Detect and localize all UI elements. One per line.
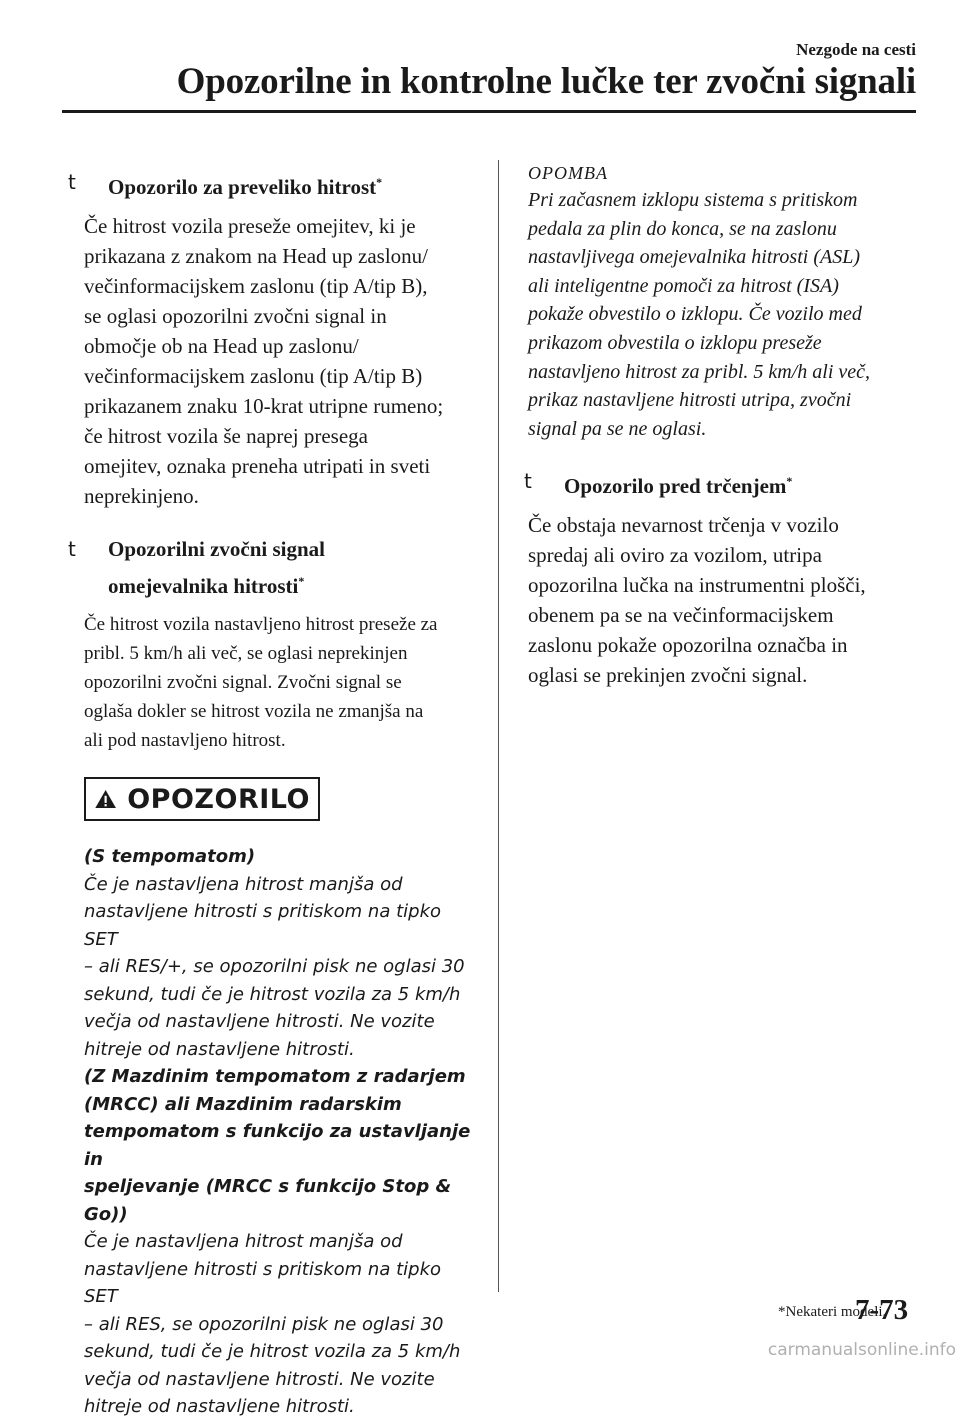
page-title: Opozorilne in kontrolne lučke ter zvočni signali xyxy=(176,61,916,102)
warning-box xyxy=(84,777,320,821)
left-column xyxy=(64,166,480,1421)
note-title: OPOMBA xyxy=(528,163,608,183)
footnote-asterisk: * xyxy=(376,175,383,189)
column-divider xyxy=(498,160,499,1292)
warning-triangle-icon xyxy=(94,783,117,815)
note-text: Pri začasnem izklopu sistema s pritiskom pedala za plin do konca, se na zaslonu nastavljivega omejevalnika hitrosti (ASL) ali inteligentne pomoči za hitrost (ISA) pokaže obvestilo o izklopu. Če vozilo med prikazom obvestila o izklopu preseže nastavljeno hitrost za pribl. 5 km/h ali več, prikaz nastavljene hitrosti utripa, zvočni signal pa se ne oglasi. xyxy=(528,189,871,440)
warning-label: OPOZORILO xyxy=(127,783,310,815)
footnote-asterisk: * xyxy=(298,574,305,588)
section-bullet: t xyxy=(68,170,76,194)
footer-note: *Nekateri modeli. xyxy=(778,1304,887,1320)
section-bullet: t xyxy=(68,537,76,561)
section-heading-speed-limiter: t Opozorilni zvočni signal omejevalnika hitrosti* xyxy=(64,533,480,602)
section-heading-text: Opozorilo za preveliko hitrost xyxy=(108,175,377,199)
section-heading-overspeed xyxy=(64,166,480,203)
collision-text: Če obstaja nevarnost trčenja v vozilo spredaj ali oviro za vozilom, utripa opozorilna lučka na instrumentni plošči, obenem pa se na večinformacijskem zaslonu pokaže opozorilna označba in oglasi se prekinjen zvočni signal. xyxy=(528,513,866,688)
speed-limiter-text: Če hitrost vozila nastavljeno hitrost preseže za pribl. 5 km/h ali več, se oglasi neprekinjen opozorilni zvočni signal. Zvočni signal se oglaša dokler se hitrost vozila ne zmanjša na ali pod nastavljeno hitrost. xyxy=(84,614,438,751)
warning-text: (S tempomatom) Če je nastavljena hitrost manjša od nastavljene hitrosti s pritiskom na tipko SET – ali RES/+, se opozorilni pisk ne oglasi 30 sekund, tudi če je hitrost vozila za 5 km/h večja od nastavljene hitrosti. Ne vozite hitreje od nastavljene hitrosti. (Z Mazdinim tempomatom z radarjem (MRCC) ali Mazdinim radarskim tempomatom s funkcijo za ustavljanje in speljevanje (MRCC s funkcijo Stop & Go)) Če je nastavljena hitrost manjša od nastavljene hitrosti s pritiskom na tipko SET – ali RES, se opozorilni pisk ne oglasi 30 sekund, tudi če je hitrost vozila za 5 km/h večja od nastavljene hitrosti. Ne vozite hitreje od nastavljene hitrosti. xyxy=(84,846,471,1417)
right-column xyxy=(524,160,928,712)
section-bullet: t xyxy=(524,469,532,494)
footnote-asterisk: * xyxy=(786,474,793,489)
watermark: carmanualsonline.info xyxy=(767,1340,956,1360)
overspeed-text: Če hitrost vozila preseže omejitev, ki je prikazana z znakom na Head up zaslonu/ večinformacijskem zaslonu (tip A/tip B), se oglasi opozorilni zvočni signal in območje ob na Head up zaslonu/ večinformacijskem zaslonu (tip A/tip B) prikazanem znaku 10-krat utripne rumeno; če hitrost vozila še naprej presega omejitev, oznaka preneha utripati in sveti neprekinjeno. xyxy=(84,214,444,508)
chapter-header: Nezgode na cesti xyxy=(796,40,916,59)
header-rule xyxy=(62,110,916,113)
section-heading-collision: t Opozorilo pred trčenjem* xyxy=(520,465,928,502)
page-number: 7-73 xyxy=(855,1294,909,1326)
